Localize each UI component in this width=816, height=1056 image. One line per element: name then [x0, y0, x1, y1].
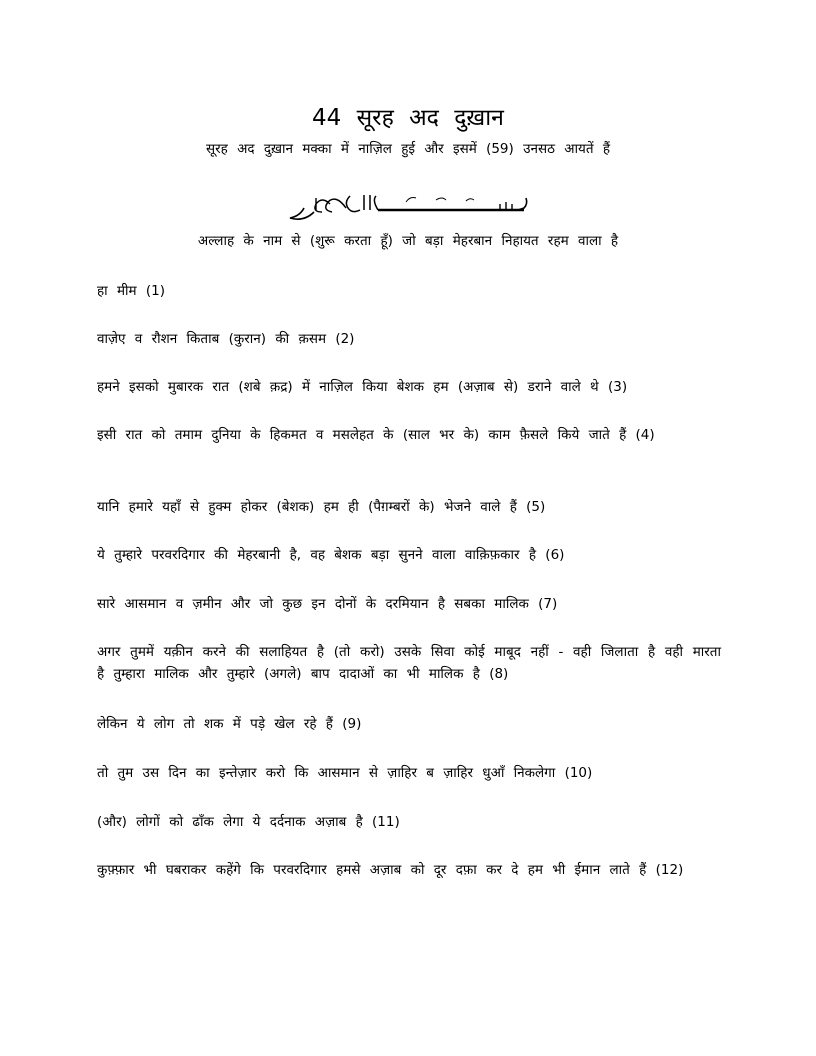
invocation-text: अल्लाह के नाम से (शुरू करता हूँ) जो बड़ा मेहरबान निहायत रहम वाला है [197, 233, 619, 249]
verse-1: हा मीम (1) [97, 283, 166, 299]
verse-7: सारे आसमान व ज़मीन और जो कुछ इन दोनों के दरमियान है सबका मालिक (7) [97, 596, 558, 612]
svg-text:بِسْمِ ٱللَّٰهِ ٱلرَّحْمَٰنِ ٱ: بِسْمِ ٱللَّٰهِ ٱلرَّحْمَٰنِ ٱلرَّحِيمِ [286, 88, 330, 93]
verse-9: लेकिन ये लोग तो शक में पड़े खेल रहे हैं (9) [97, 716, 362, 732]
verse-8: अगर तुममें यक़ीन करने की सलाहियत है (तो करो) उसके सिवा कोई माबूद नहीं - वही जिलाता है वही मारता है तुम्हारा मालिक और तुम्हारे (अगले) बाप दादाओं का भी मालिक है (8) [97, 644, 721, 682]
verse-10: तो तुम उस दिन का इन्तेज़ार करो कि आसमान से ज़ाहिर ब ज़ाहिर धुआँ निकलेगा (10) [97, 765, 593, 781]
surah-subtitle: सूरह अद दुख़ान मक्का में नाज़िल हुई और इसमें (59) उनसठ आयतें हैं [205, 141, 611, 157]
verse-3: हमने इसको मुबारक रात (शबे क़द्र) में नाज़िल किया बेशक हम (अज़ाब से) डराने वाले थे (3) [97, 379, 628, 395]
verse-4: इसी रात को तमाम दुनिया के हिकमत व मसलेहत के (साल भर के) काम फ़ैसले किये जाते हैं (4) [97, 427, 655, 443]
verse-11: (और) लोगों को ढाँक लेगा ये दर्दनाक अज़ाब है (11) [97, 814, 400, 830]
verse-6: ये तुम्हारे परवरदिगार की मेहरबानी है, वह बेशक बड़ा सुनने वाला वाक़िफ़कार है (6) [97, 547, 565, 563]
verse-2: वाज़ेए व रौशन किताब (कुरान) की क़सम (2) [97, 331, 355, 347]
verse-5: यानि हमारे यहाँ से हुक्म होकर (बेशक) हम ही (पैग़म्बरों के) भेजने वाले हैं (5) [97, 499, 546, 515]
verse-12: कुफ़्फ़ार भी घबराकर कहेंगे कि परवरदिगार हमसे अज़ाब को दूर दफ़ा कर दे हम भी ईमान लाते हैं (12) [97, 862, 684, 878]
surah-title: 44 सूरह अद दुख़ान [312, 105, 504, 131]
